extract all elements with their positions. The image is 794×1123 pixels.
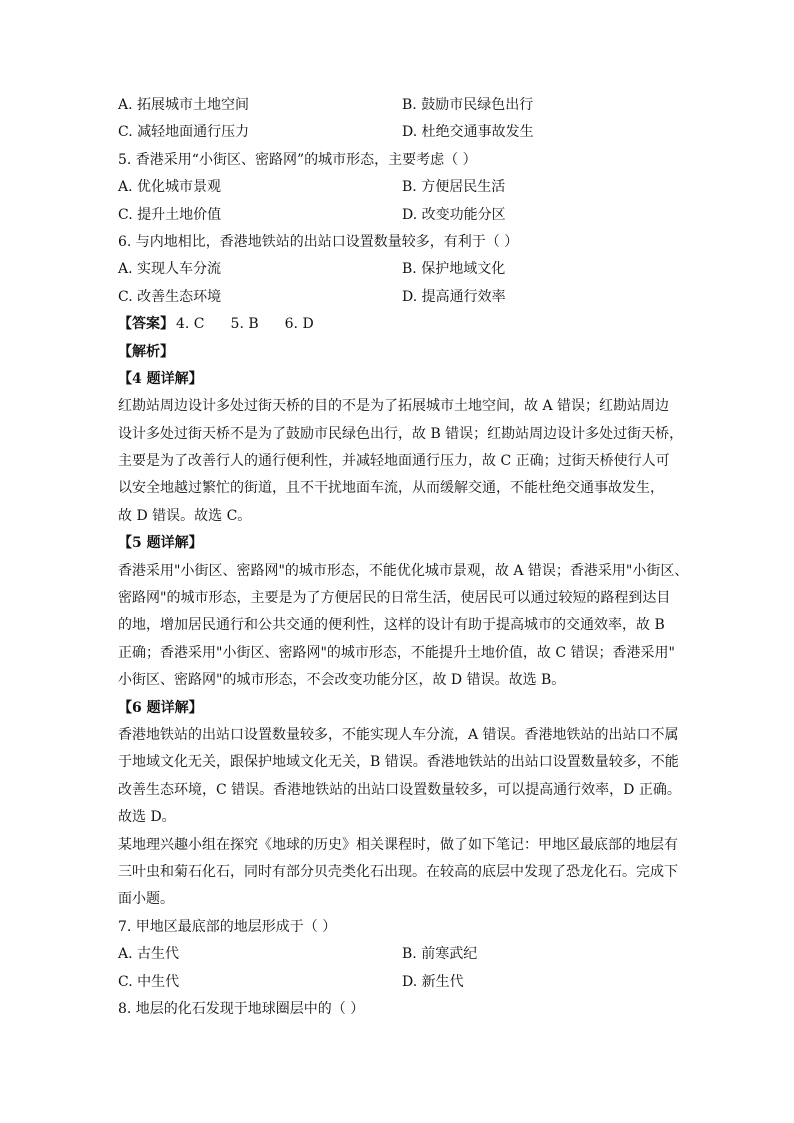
detail-5-line: 密路网"的城市形态，主要是为了方便居民的日常生活，使居民可以通过较短的路程到达目 (118, 590, 671, 607)
answer-q6: 6. D (284, 316, 314, 333)
q4-options-row-1 (118, 92, 686, 119)
q7-option-c: C. 中生代 (118, 973, 180, 990)
detail-6-line: 于地域文化无关，跟保护地域文化无关，B 错误。香港地铁站的出站口设置数量较多，不能 (118, 754, 679, 771)
q5-option-d: D. 改变功能分区 (402, 206, 506, 223)
q7-options-row-2 (118, 969, 686, 996)
detail-5-line: 香港采用"小街区、密路网"的城市形态，不能优化城市景观，故 A 错误；香港采用"小街区、 (118, 562, 689, 579)
q6-option-a: A. 实现人车分流 (118, 261, 222, 278)
q7-options-row-1 (118, 941, 686, 968)
q6-stem: 6. 与内地相比，香港地铁站的出站口设置数量较多，有利于（ ） (118, 233, 519, 250)
detail-5-title: 【5 题详解】 (118, 535, 203, 552)
q4-options-row-2 (118, 119, 686, 146)
detail-6-line: 故选 D。 (118, 809, 176, 826)
detail-5-line: 小街区、密路网"的城市形态，不会改变功能分区，故 D 错误。故选 B。 (118, 672, 566, 689)
q5-option-b: B. 方便居民生活 (402, 179, 506, 196)
detail-6-title: 【6 题详解】 (118, 699, 203, 716)
intro-line: 面小题。 (118, 891, 174, 908)
q4-option-b: B. 鼓励市民绿色出行 (402, 97, 534, 113)
q6-options-row-1 (118, 256, 686, 283)
q5-option-c: C. 提升土地价值 (118, 206, 222, 223)
q5-options-row-2 (118, 202, 686, 229)
intro-line: 某地理兴趣小组在探究《地球的历史》相关课程时，做了如下笔记：甲地区最底部的地层有 (118, 836, 678, 853)
q6-option-d: D. 提高通行效率 (402, 288, 506, 305)
detail-4-line: 主要是为了改善行人的通行便利性，并减轻地面通行压力，故 C 正确；过街天桥使行人可 (118, 453, 670, 470)
q5-stem: 5. 香港采用“小街区、密路网”的城市形态，主要考虑（ ） (118, 151, 477, 168)
detail-6-line: 改善生态环境，C 错误。香港地铁站的出站口设置数量较多，可以提高通行效率，D 正确。 (118, 781, 681, 798)
detail-4-line: 设计多处过街天桥不是为了鼓励市民绿色出行，故 B 错误；红勘站周边设计多处过街天桥， (118, 425, 684, 442)
page-content (118, 92, 689, 1023)
detail-6-line: 香港地铁站的出站口设置数量较多，不能实现人车分流，A 错误。香港地铁站的出站口不属 (118, 726, 679, 743)
q8-stem: 8. 地层的化石发现于地球圈层中的（ ） (118, 1000, 365, 1017)
answer-q5: 5. B (230, 316, 259, 333)
q6-option-c: C. 改善生态环境 (118, 288, 222, 305)
q4-option-c: C. 减轻地面通行压力 (118, 124, 250, 141)
answer-label: 【答案】 (118, 316, 174, 333)
q4-option-a: A. 拓展城市土地空间 (118, 97, 250, 113)
analysis-label: 【解析】 (118, 343, 174, 360)
q7-stem: 7. 甲地区最底部的地层形成于（ ） (118, 918, 337, 935)
detail-4-line: 红勘站周边设计多处过街天桥的目的不是为了拓展城市土地空间，故 A 错误；红勘站周边 (118, 398, 670, 415)
detail-5-line: 的地，增加居民通行和公共交通的便利性，这样的设计有助于提高城市的交通效率，故 B (118, 617, 665, 634)
q5-option-a: A. 优化城市景观 (118, 179, 222, 196)
q6-option-b: B. 保护地域文化 (402, 261, 506, 278)
answer-line (118, 311, 686, 338)
detail-4-line: 以安全地越过繁忙的街道，且不干扰地面车流，从而缓解交通，不能杜绝交通事故发生， (118, 480, 664, 497)
intro-line: 三叶虫和菊石化石，同时有部分贝壳类化石出现。在较高的底层中发现了恐龙化石。完成下 (118, 863, 678, 880)
detail-4-title: 【4 题详解】 (118, 370, 203, 387)
q6-options-row-2 (118, 284, 686, 311)
q7-option-a: A. 古生代 (118, 946, 180, 963)
q7-option-d: D. 新生代 (402, 973, 464, 990)
q5-options-row-1 (118, 174, 686, 201)
answer-q4: 4. C (176, 316, 205, 333)
detail-4-line: 故 D 错误。故选 C。 (118, 507, 252, 524)
q4-option-d: D. 杜绝交通事故发生 (402, 124, 534, 141)
q7-option-b: B. 前寒武纪 (402, 946, 478, 963)
detail-5-line: 正确；香港采用"小街区、密路网"的城市形态，不能提升土地价值，故 C 错误；香港采用" (118, 644, 675, 661)
